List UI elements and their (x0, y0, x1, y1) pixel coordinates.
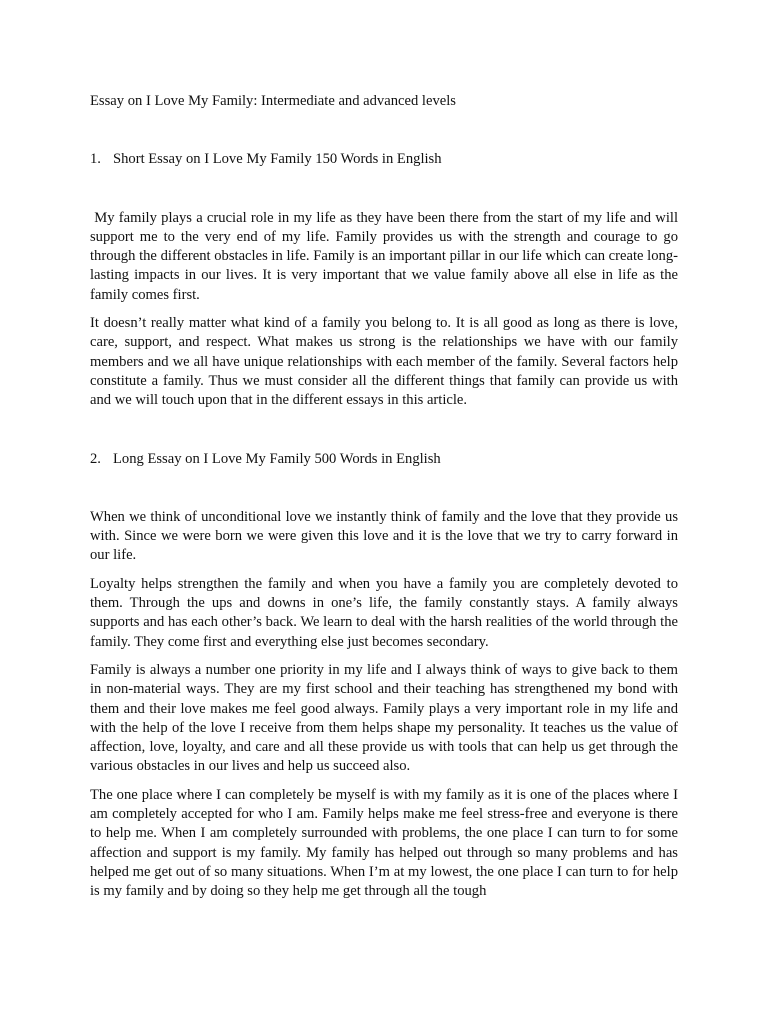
paragraph: My family plays a crucial role in my life as they have been there from the start of my life and will support me to the very end of my life. Family provides us with the strength and courage to go through the different obstacles in life. Family is an important pillar in our life which can create long-lasting impacts in our lives. It is very important that we value family above all else in life as the family comes first. (90, 209, 682, 303)
paragraph: Family is always a number one priority in my life and I always think of ways to give back to them in non-material ways. They are my first school and their teaching has strengthened my bond with them and their love makes me feel good always. Family plays a very important role in my life and with the help of the love I receive from them helps shape my personality. It teaches us the value of affection, love, loyalty, and care and all these provide us with tools that can help us get through the various obstacles in our lives and help us succeed also. (90, 661, 678, 775)
section-heading-text: Long Essay on I Love My Family 500 Words in English (113, 450, 441, 467)
section-heading-long-essay (90, 450, 678, 469)
section-heading-text: Short Essay on I Love My Family 150 Words in English (113, 151, 442, 168)
paragraph: When we think of unconditional love we instantly think of family and the love that they provide us with. Since we were born we were given this love and it is the love that we try to carry forward in our life. (90, 508, 678, 564)
paragraph: The one place where I can completely be myself is with my family as it is one of the places where I am completely accepted for who I am. Family helps make me feel stress-free and everyone is there to help me. When I am completely surrounded with problems, the one place I can turn to for some affection and support is my family. My family has helped out through so many problems and has helped me get out of so many situations. When I’m at my lowest, the one place I can turn to for help is my family and by doing so they help me get through all the tough (90, 786, 678, 900)
document-title: Essay on I Love My Family: Intermediate and advanced levels (90, 93, 456, 109)
paragraph: It doesn’t really matter what kind of a family you belong to. It is all good as long as there is love, care, support, and respect. What makes us strong is the relationships we have with our family members and we all have unique relationships with each member of the family. Several factors help constitute a family. Thus we must consider all the different things that family can provide us with and we will touch upon that in the different essays in this article. (90, 315, 678, 409)
section-number: 2. (90, 450, 101, 467)
document-body (90, 92, 682, 902)
paragraph: Loyalty helps strengthen the family and when you have a family you are completely devoted to them. Through the ups and downs in one’s life, the family constantly stays. A family always supports and has each other’s back. We learn to deal with the harsh realities of the world through the family. They come first and everything else just becomes secondary. (90, 575, 678, 650)
section-number: 1. (90, 151, 101, 168)
section-heading-short-essay (90, 150, 678, 169)
